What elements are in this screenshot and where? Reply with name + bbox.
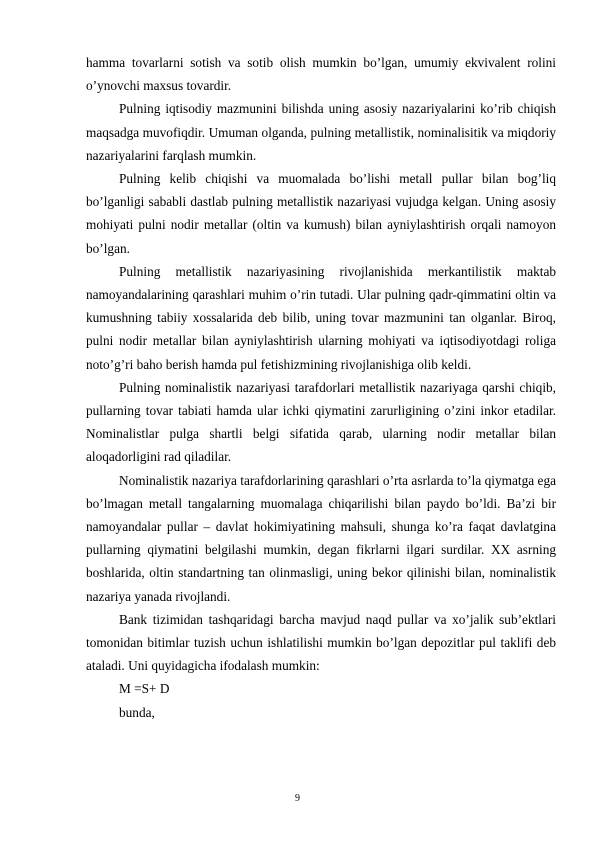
- paragraph-6: Nominalistik nazariya tarafdorlarining qarashlari o’rta asrlarda to’la qiymatga ega bo’lmagan metall tangalarning muomalaga chiqarilishi bilan paydo bo’ldi. Ba’zi bir namoyandalar pullar – davlat hokimiyatining mahsuli, shunga ko’ra faqat davlatgina pullarning qiymatini belgilashi mumkin, degan fikrlarni ilgari surdilar. XX asrning boshlarida, oltin standartning tan olinmasligi, uning bekor qilinishi bilan, nominalistik nazariya yanada rivojlandi.: [86, 472, 556, 604]
- paragraph-9: bunda,: [119, 704, 155, 720]
- formula-line: M =S+ D: [119, 681, 170, 697]
- paragraph-2: Pulning iqtisodiy mazmunini bilishda uning asosiy nazariyalarini ko’rib chiqish maqsadga muvofiqdir. Umuman olganda, pulning metallistik, nominalisitik va miqdoriy nazariyalarini farqlash mumkin.: [86, 101, 556, 163]
- paragraph-4: Pulning metallistik nazariyasining rivojlanishida merkantilistik maktab namoyandalarining qarashlari muhim o’rin tutadi. Ular pulning qadr-qimmatini oltin va kumushning tabiiy xossalarida deb bilib, uning tovar mazmunini tan olganlar. Biroq, pulni nodir metallar bilan ayniylashtirish ularning mohiyati va iqtisodiyotdagi roliga noto’g’ri baho berish hamda pul fetishizmining rivojlanishiga olib keldi.: [86, 263, 556, 372]
- paragraph-1: hamma tovarlarni sotish va sotib olish mumkin bo’lgan, umumiy ekvivalent rolini o’ynovchi maxsus tovardir.: [86, 55, 556, 94]
- paragraph-3: Pulning kelib chiqishi va muomalada bo’lishi metall pullar bilan bog’liq bo’lganligi sababli dastlab pulning metallistik nazariyasi vujudga kelgan. Uning asosiy mohiyati pulni nodir metallar (oltin va kumush) bilan ayniylashtirish orqali namoyon bo’lgan.: [86, 171, 556, 256]
- page-number: 9: [295, 793, 300, 804]
- paragraph-7: Bank tizimidan tashqaridagi barcha mavjud naqd pullar va xo’jalik sub’ektlari tomonidan bitimlar tuzish uchun ishlatilishi mumkin bo’lgan depozitlar pul taklifi deb ataladi. Uni quyidagicha ifodalash mumkin:: [86, 611, 556, 674]
- paragraph-5: Pulning nominalistik nazariyasi tarafdorlari metallistik nazariyaga qarshi chiqib, pullarning tovar tabiati hamda ular ichki qiymatini zarurligining o’zini inkor etadilar. Nominalistlar pulga shartli belgi sifatida qarab, ularning nodir metallar bilan aloqadorligini rad qiladilar.: [86, 379, 556, 465]
- document-body: [86, 51, 556, 724]
